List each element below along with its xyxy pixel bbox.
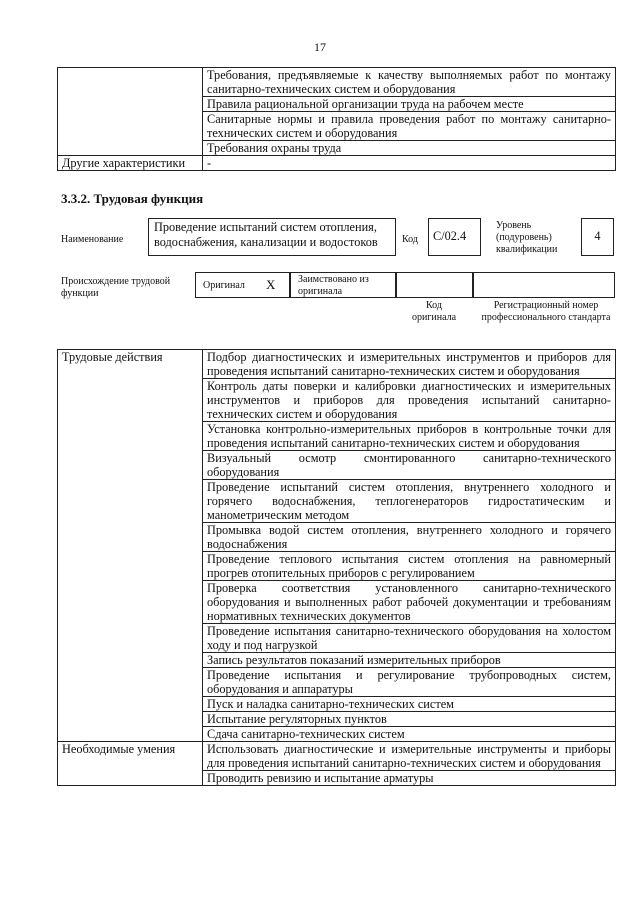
origin-divider [395, 272, 397, 298]
action-item: Проведение испытаний систем отопления, внутреннего холодного и горячего водоснабжения, теплогенераторов гидростатическим и манометрическим методом [203, 480, 616, 523]
function-table [57, 349, 616, 786]
action-item: Контроль даты поверки и калибровки диагностических и измерительных инструментов и приборов для проведения испытаний санитарно-технических систем и оборудования [203, 379, 616, 422]
registration-caption: Регистрационный номер профессионального стандарта [481, 300, 611, 323]
knowledge-row: Санитарные нормы и правила проведения работ по монтажу санитарно-технических систем и оборудования [203, 112, 616, 141]
knowledge-row: Требования, предъявляемые к качеству выполняемых работ по монтажу санитарно-технических систем и оборудования [203, 68, 616, 97]
qualification-level: 4 [581, 218, 614, 256]
action-item: Установка контрольно-измерительных приборов в контрольные точки для проведения испытаний санитарно-технических систем и оборудования [203, 422, 616, 451]
skill-item: Проводить ревизию и испытание арматуры [203, 771, 616, 786]
action-item: Проведение испытания санитарно-технического оборудования на холостом ходу и под нагрузкой [203, 624, 616, 653]
borrowed-label: Заимствовано из оригинала [298, 274, 369, 297]
function-name: Проведение испытаний систем отопления, водоснабжения, канализации и водостоков [148, 218, 396, 256]
origin-divider [289, 272, 291, 298]
action-item: Проведение теплового испытания систем отопления на равномерный прогрев отопительных приборов с регулированием [203, 552, 616, 581]
action-item: Испытание регуляторных пунктов [203, 712, 616, 727]
action-item: Визуальный осмотр смонтированного санитарно-технического оборудования [203, 451, 616, 480]
action-item: Запись результатов показаний измерительных приборов [203, 653, 616, 668]
original-label: Оригинал [203, 280, 245, 291]
knowledge-table [57, 67, 616, 171]
function-code: C/02.4 [428, 218, 481, 256]
knowledge-row: Требования охраны труда [203, 141, 616, 156]
action-item: Проверка соответствия установленного санитарно-технического оборудования и выполненных работ рабочей документации и требованиям нормативных технических документов [203, 581, 616, 624]
name-label: Наименование [61, 234, 124, 245]
origin-divider [472, 272, 474, 298]
origin-box [195, 272, 615, 298]
code-label: Код [402, 234, 418, 245]
level-label: Уровень (подуровень) квалификации [496, 220, 558, 255]
action-item: Подбор диагностических и измерительных инструментов и приборов для проведения испытаний санитарно-технических систем и оборудования [203, 350, 616, 379]
skill-item: Использовать диагностические и измерительные инструменты и приборы для проведения испытаний санитарно-технических систем и оборудования [203, 742, 616, 771]
empty-label-cell [58, 68, 203, 156]
page-number: 17 [314, 40, 326, 54]
knowledge-row: Правила рациональной организации труда на рабочем месте [203, 97, 616, 112]
action-item: Сдача санитарно-технических систем [203, 727, 616, 742]
other-characteristics-value: - [203, 156, 616, 171]
original-mark: X [266, 277, 276, 292]
skills-label: Необходимые умения [58, 742, 203, 786]
origin-label: Происхождение трудовой функции [61, 276, 171, 299]
action-item: Пуск и наладка санитарно-технических систем [203, 697, 616, 712]
code-original-caption: Код оригинала [411, 300, 457, 323]
action-item: Проведение испытания и регулирование трубопроводных систем, оборудования и аппаратуры [203, 668, 616, 697]
section-title: 3.3.2. Трудовая функция [61, 191, 204, 206]
other-characteristics-label: Другие характеристики [58, 156, 203, 171]
actions-label: Трудовые действия [58, 350, 203, 742]
action-item: Промывка водой систем отопления, внутреннего холодного и горячего водоснабжения [203, 523, 616, 552]
